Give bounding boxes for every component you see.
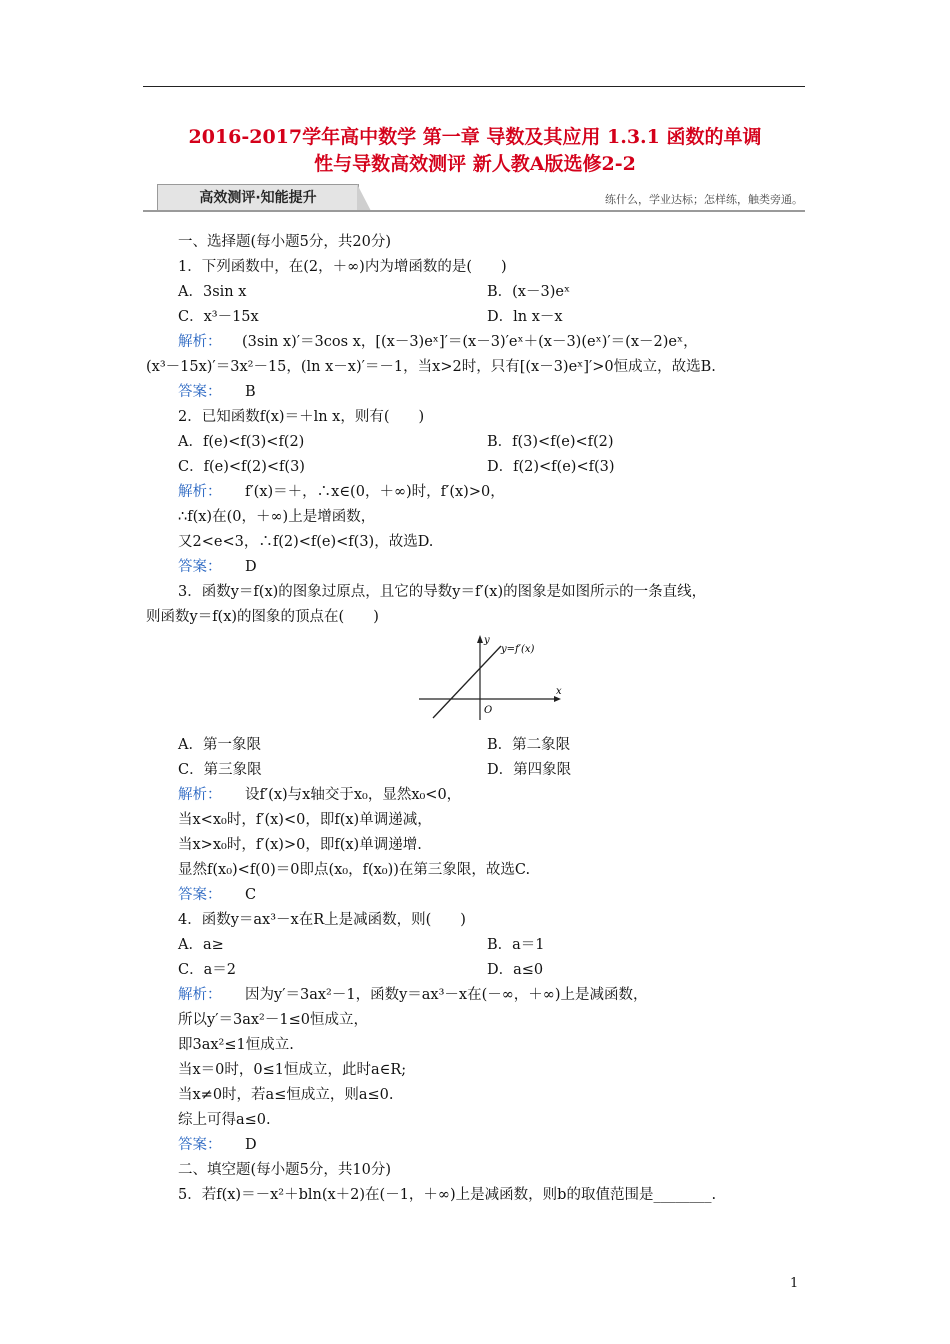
q2-option-d: D．f(2)<f(e)<f(3) <box>487 459 615 475</box>
derivative-line-figure <box>415 632 565 722</box>
question-5: 5．若f(x)＝－x²＋bln(x＋2)在(－1，＋∞)上是减函数，则b的取值范围是________. <box>178 1187 717 1203</box>
q3-option-a: A．第一象限 <box>178 737 261 753</box>
q2-answer: D <box>245 559 257 575</box>
q4-analysis-line-5: 当x≠0时，若a≤恒成立，则a≤0. <box>178 1087 394 1103</box>
q2-answer-label: 答案： <box>178 559 222 575</box>
question-3-line-1: 3．函数y＝f(x)的图象过原点，且它的导数y＝f′(x)的图象是如图所示的一条直线， <box>178 584 707 600</box>
q3-analysis-line-3: 当x>x₀时，f′(x)>0，即f(x)单调递增. <box>178 837 422 853</box>
q4-option-a: A．a≥ <box>178 937 224 953</box>
question-4: 4．函数y＝ax³－x在R上是减函数，则( ) <box>178 912 466 928</box>
banner-rule <box>143 210 805 212</box>
q1-analysis-line-1: (3sin x)′＝3cos x，[(x－3)eˣ]′＝(x－3)′eˣ＋(x－3)(eˣ)′＝(x－2)eˣ， <box>242 334 698 350</box>
q4-analysis-label: 解析： <box>178 987 222 1003</box>
q1-option-a: A．3sin x <box>178 284 247 300</box>
q3-analysis-label: 解析： <box>178 787 222 803</box>
q4-analysis-line-1: 因为y′＝3ax²－1，函数y＝ax³－x在(－∞，＋∞)上是减函数， <box>245 987 648 1003</box>
banner-tab-text: 高效测评·知能提升 <box>199 190 317 206</box>
banner-motto: 练什么，学业达标；怎样练，触类旁通。 <box>605 193 803 206</box>
banner-tab <box>157 184 359 211</box>
q4-analysis-line-2: 所以y′＝3ax²－1≤0恒成立， <box>178 1012 368 1028</box>
q2-analysis-label: 解析： <box>178 484 222 500</box>
q2-analysis-line-2: ∴f(x)在(0，＋∞)上是增函数， <box>178 509 376 525</box>
banner-slant-decoration <box>357 184 371 211</box>
section-heading-choice: 一、选择题(每小题5分，共20分) <box>178 234 391 250</box>
q4-option-b: B．a＝1 <box>487 937 545 953</box>
title-line-2: 性与导数高效测评 新人教A版选修2-2 <box>314 153 636 175</box>
x-axis-label: x <box>556 686 562 697</box>
q1-answer: B <box>245 384 256 400</box>
q3-analysis-line-2: 当x<x₀时，f′(x)<0，即f(x)单调递减， <box>178 812 432 828</box>
y-axis-arrow <box>477 635 483 643</box>
q3-option-d: D．第四象限 <box>487 762 572 778</box>
header-rule <box>143 86 805 87</box>
q3-answer: C <box>245 887 257 903</box>
q1-option-b: B．(x－3)eˣ <box>487 284 571 300</box>
y-axis-label: y <box>484 635 490 646</box>
q2-option-a: A．f(e)<f(3)<f(2) <box>178 434 305 450</box>
q3-answer-label: 答案： <box>178 887 222 903</box>
q2-option-b: B．f(3)<f(e)<f(2) <box>487 434 614 450</box>
q1-option-c: C．x³－15x <box>178 309 259 325</box>
q1-answer-label: 答案： <box>178 384 222 400</box>
q3-analysis-line-4: 显然f(x₀)<f(0)＝0即点(x₀，f(x₀))在第三象限，故选C. <box>178 862 531 878</box>
q1-analysis-line-2: (x³－15x)′＝3x²－15，(ln x－x)′＝－1，当x>2时，只有[(x－3)eˣ]′>0恒成立，故选B. <box>146 359 716 375</box>
q4-option-d: D．a≤0 <box>487 962 544 978</box>
q4-analysis-line-6: 综上可得a≤0. <box>178 1112 271 1128</box>
section-banner <box>143 184 805 212</box>
title-line-1: 2016-2017学年高中数学 第一章 导数及其应用 1.3.1 函数的单调 <box>188 126 762 148</box>
q2-option-c: C．f(e)<f(2)<f(3) <box>178 459 305 475</box>
q4-answer-label: 答案： <box>178 1137 222 1153</box>
document-title <box>130 124 820 178</box>
question-3-line-2: 则函数y＝f(x)的图象的顶点在( ) <box>146 609 379 625</box>
question-2: 2．已知函数f(x)＝＋ln x，则有( ) <box>178 409 425 425</box>
figure-svg <box>415 632 565 722</box>
q2-analysis-line-1: f′(x)＝＋，∴x∈(0，＋∞)时，f′(x)>0， <box>245 484 505 500</box>
curve-label: y=f′(x) <box>501 644 535 655</box>
section-heading-fill: 二、填空题(每小题5分，共10分) <box>178 1162 391 1178</box>
q3-analysis-line-1: 设f′(x)与x轴交于x₀，显然x₀<0， <box>245 787 462 803</box>
q1-analysis-label: 解析： <box>178 334 222 350</box>
q4-analysis-line-4: 当x＝0时，0≤1恒成立，此时a∈R; <box>178 1062 407 1078</box>
q1-option-d: D．ln x－x <box>487 309 563 325</box>
q2-analysis-line-3: 又2<e<3，∴f(2)<f(e)<f(3)，故选D. <box>178 534 434 550</box>
page-number: 1 <box>790 1276 799 1291</box>
q4-answer: D <box>245 1137 257 1153</box>
q4-option-c: C．a＝2 <box>178 962 236 978</box>
question-1: 1．下列函数中，在(2，＋∞)内为增函数的是( ) <box>178 259 507 275</box>
q3-option-c: C．第三象限 <box>178 762 262 778</box>
q3-option-b: B．第二象限 <box>487 737 571 753</box>
q4-analysis-line-3: 即3ax²≤1恒成立. <box>178 1037 294 1053</box>
origin-label: O <box>484 705 493 716</box>
